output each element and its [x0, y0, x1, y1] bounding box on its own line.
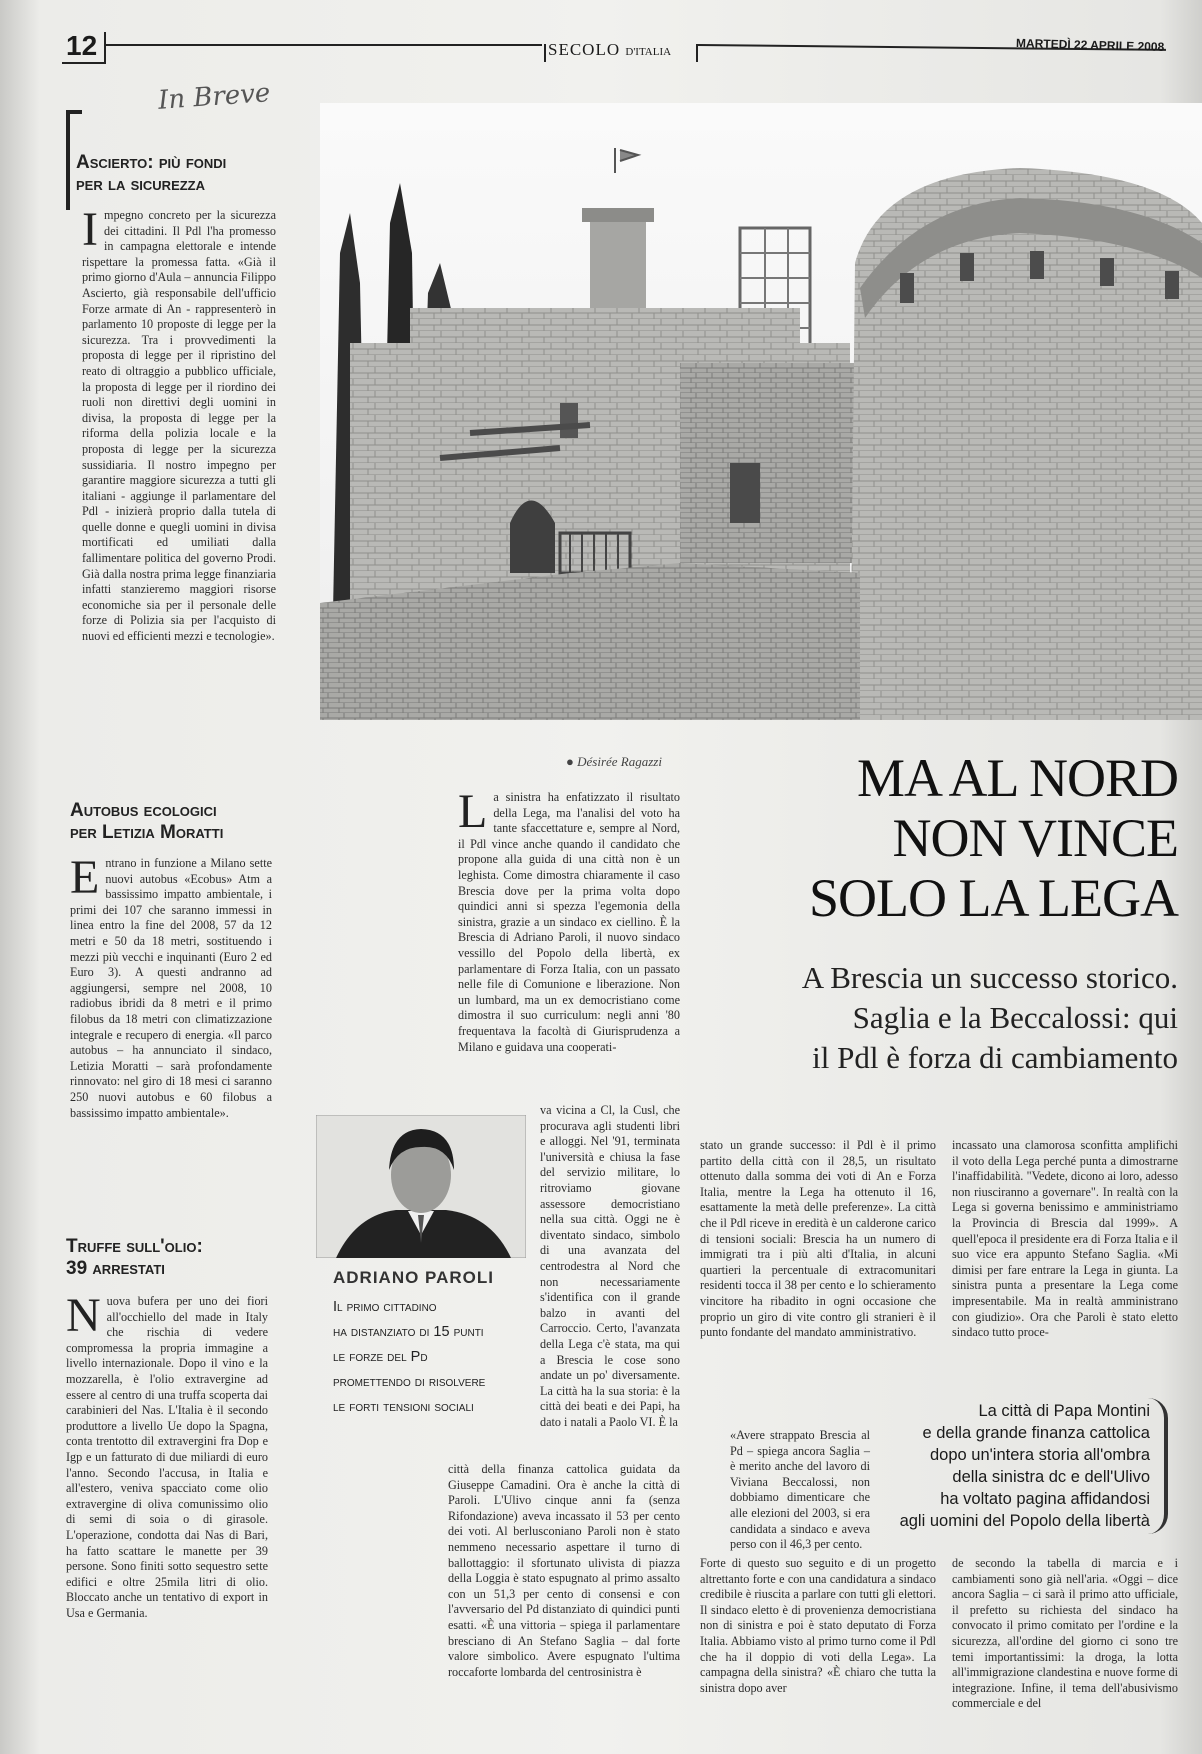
- pull-quote-line: della sinistra dc e dell'Ulivo: [952, 1468, 1150, 1486]
- article-col3-top: incassato una clamorosa sconfitta amplifichi il voto della Lega perché punta a dimostrarne l'inaffidabilità. "Vedete, dicono ai loro, adesso non riusciranno a governare". In realtà con la Lega si governa benissimo e amministriamo la Provincia di Brescia dal 1999». A quell'epoca il presidente era di Forza Italia e il suo vice era appunto Stefano Saglia. «Mi dimisi per fare entrare la Lega in giunta. La sinistra punta a presentare la Lega come impresentabile. Ma in realtà amministrano con giudizio». Ora che Paroli è stato eletto sindaco tutto proce-: [952, 1138, 1178, 1340]
- brief-title-line: per la sicurezza: [76, 174, 206, 195]
- portrait-name: ADRIANO PAROLI: [333, 1268, 495, 1287]
- brief-text: ntrano in funzione a Milano sette nuovi autobus «Ecobus» Atm a bassissimo impatto ambientale, i primi dei 107 che saranno immessi in linea entro la fine del 2008, 57 da 12 metri e 50 da 18 metri, sostituendo i mezzi più vecchi e inquinanti (Euro 2 ed Euro 3). A questi andranno ad aggiungersi, sempre nel 2008, 10 radiobus ibridi da 8 metri e il primo filobus da 18 metri con climatizzazione integrale e recupero di energia. «Il parco autobus – ha annunciato il sindaco, Letizia Moratti – sarà profondamente rinnovato: nel giro di 18 mesi ci saranno 250 nuovi autobus e 60 filobus a bassissimo impatto ambientale».: [70, 856, 272, 1120]
- dropcap: E: [70, 851, 100, 904]
- issue-date: MARTEDÌ 22 APRILE 2008: [1015, 36, 1165, 54]
- brief-title: [76, 152, 276, 196]
- brief-title-line: Autobus ecologici: [70, 800, 217, 821]
- header-rule-left: [62, 62, 106, 64]
- pull-quote-line: La città di Papa Montini: [978, 1402, 1150, 1420]
- dropcap: N: [66, 1289, 101, 1342]
- brief-text: mpegno concreto per la sicurezza dei cittadini. Il Pdl l'ha promesso in campagna elettorale e intende rispettare la promessa fatta. «Già il primo giorno d'Aula – annuncia Filippo Ascierto, già responsabile dell'ufficio Forze armate di An - rappresenterò in parlamento 10 proposte di legge per la sicurezza. Tra i provvedimenti la proposta di legge per il ripristino del reato di oltraggio a pubblico ufficiale, la proposta di legge per il riordino dei ruoli non direttivi degli uomini in divisa, la proposta di legge per la riforma della polizia locale e la proposta di legge per la sicurezza sussidiaria. Il nostro impegno per garantire maggiore sicurezza a tutti gli italiani - aggiunge il parlamentare del Pdl - inizierà proprio dalla tutela di quelle donne e quegli uomini in divisa mortificati ed umiliati dalla fallimentare politica del governo Prodi. Già dalla nostra prima legge finanziaria infatti stanzieremo maggiori risorse economiche sia per il personale delle forze di Polizia sia per l'acquisto di nuovi ed efficienti mezzi e tecnologie».: [82, 208, 276, 644]
- brief-text: uova bufera per uno dei fiori all'occhiello del made in Italy che rischia di vedere compromessa la propria immagine a livello internazionale. Dopo il vino e la mozzarella, è l'olio extravergine ad essere al centro di una truffa scoperta dai carabinieri del Nas. L'Italia è il secondo produttore a livello Ue dopo la Spagna, conta trentotto dil extravergini fra Dop e Igp e un fatturato di due miliardi di euro l'anno. Secondo l'accusa, in Italia e all'estero, veniva spacciato come olio extravergine di oliva comunissimo olio di semi di soia o di girasole. L'operazione, condotta dai Nas di Bari, ha fatto scattare le manette per 39 persone. Sono finiti sotto sequestro sette edifici e oltre 25mila litri di olio. Bloccato anche un tentativo di export in Usa e Germania.: [66, 1294, 268, 1620]
- dropcap: I: [82, 203, 98, 256]
- watch-tower-top: [582, 208, 654, 222]
- byline-author: Désirée Ragazzi: [577, 754, 662, 769]
- article-col1-top: [458, 785, 680, 1055]
- masthead: [548, 40, 671, 60]
- header-divider: [104, 32, 106, 64]
- upper-wall: [410, 308, 800, 368]
- section-label: In Breve: [157, 78, 272, 116]
- brief-title-line: Truffe sull'olio:: [66, 1236, 203, 1257]
- portrait-caption: [333, 1295, 543, 1420]
- brief-body: [82, 203, 276, 645]
- castle-photo: [320, 103, 1202, 720]
- pull-quote-line: ha voltato pagina affidandosi: [940, 1490, 1150, 1508]
- headline-line: NON VINCE: [892, 808, 1178, 868]
- pull-quote-bracket: [1148, 1398, 1168, 1534]
- subhead-line: Saglia e la Beccalossi: qui: [852, 1000, 1178, 1035]
- header-divider: [544, 44, 546, 62]
- pull-quote-line: e della grande finanza cattolica: [922, 1424, 1150, 1442]
- brief-title-line: Ascierto: più fondi: [76, 152, 227, 173]
- masthead-small: D'ITALIA: [625, 46, 672, 58]
- article-col1-narrow: va vicina a Cl, la Cusl, che procurava agli studenti libri e alloggi. Nel '91, terminata l'università e chiusa la fase del servizio militare, lo ritroviamo giovane assessore democristiano nella sua città. Oggi ne è diventato sindaco, simbolo di una avanzata del centrodestra al Nord che non necessariamente s'identifica con il grande balzo in avanti del Carroccio. Certo, l'avanzata della Lega c'è stata, ma qui a Brescia le cose sono andate un po' diversamente. La città ha la sua storia: è la città dei beati e dei Papi, ha dato i natali a Paolo VI. È la: [540, 1103, 680, 1429]
- tower-slit: [1165, 271, 1179, 299]
- brief-title: [66, 1236, 268, 1280]
- article-col2-narrow: «Avere strappato Brescia al Pd – spiega ancora Saglia – è merito anche del lavoro di Viviana Beccalossi, non dobbiamo dimenticare che alle elezioni del 2003, si era candidata a sindaco e aveva perso con il 46,3 per cento.: [730, 1428, 870, 1552]
- caption-line: le forti tensioni sociali: [333, 1399, 474, 1415]
- brief-autobus: [70, 800, 272, 1121]
- pull-quote: [860, 1400, 1150, 1532]
- caption-line: ha distanziato di 15 punti: [333, 1324, 484, 1340]
- tower-slit: [900, 273, 914, 303]
- brief-body: [66, 1289, 268, 1621]
- header-rule: [106, 44, 542, 46]
- headline-line: MA AL NORD: [856, 748, 1178, 808]
- article-col3-bottom: de secondo la tabella di marcia e i cambiamenti sono già nell'aria. «Oggi – dice ancora Saglia – ci sarà il primo atto ufficiale, il prefetto su richiesta del sindaco ha convocato il primo comitato per l'ordine e la sicurezza, all'ordine del giorno ci sono tre temi importantissimi: la droga, la lotta all'immigrazione clandestina e nuove forme di integrazione. Infine, il tema dell'abusivismo commerciale e del: [952, 1556, 1178, 1711]
- brief-olio: [66, 1236, 268, 1621]
- tower-slit: [1100, 258, 1114, 286]
- article-col2-top: stato un grande successo: il Pdl è il primo partito della città con il 28,5, un risultato ottenuto dalla somma dei voti di An e Forza Italia, mentre la Lega ha ottenuto il 16, esattamente la metà delle preferenze». La città che il Pdl riceve in eredità è un calderone carico di tensioni sociali: Brescia ha un numero di immigrati tra i più alti d'Italia, in alcuni quartieri la percentuale di extracomunitari residenti tocca il 38 per cento e lo schieramento vincitore ha ribadito in ogni occasione che proprio un giro di vite contro gli stranieri è il punto fondante del mandato amministrativo.: [700, 1138, 936, 1340]
- brief-title-line: 39 arrestati: [66, 1258, 165, 1279]
- window: [730, 463, 760, 523]
- caption-line: Il primo cittadino: [333, 1299, 437, 1315]
- subheadline: [700, 958, 1178, 1078]
- caption-line: le forze del Pd: [333, 1349, 428, 1365]
- header-divider: [696, 44, 698, 62]
- article-col1-bottom: città della finanza cattolica guidata da Giuseppe Camadini. Ora è anche la città di Paroli. L'Ulivo cinque anni fa (senza Rifondazione) aveva incassato il 53 per cento dei voti. Al berlusconiano Paroli non è stato nemmeno necessario aspettare il turno di ballottaggio: il sfortunato ulivista di piazza della Loggia è stato espugnato al primo assalto con un 51,3 per cento di consensi e con l'avversario del Pd distanziato di quindici punti esatti. «È una vittoria – spiega il parlamentare bresciano di An Stefano Saglia – dal forte valore simbolico. Avere espugnato l'ultima roccaforte lombarda del centrosinistra è: [448, 1462, 680, 1679]
- pull-quote-line: agli uomini del Popolo della libertà: [899, 1512, 1150, 1530]
- tower-slit: [960, 253, 974, 281]
- subhead-line: A Brescia un successo storico.: [801, 960, 1178, 995]
- headline-line: SOLO LA LEGA: [809, 868, 1178, 928]
- pull-quote-line: dopo un'intera storia all'ombra: [929, 1446, 1150, 1464]
- page-number: 12: [66, 30, 98, 61]
- caption-line: promettendo di risolvere: [333, 1374, 486, 1390]
- brief-ascierto: [76, 152, 276, 645]
- byline: ● Désirée Ragazzi: [566, 754, 662, 769]
- portrait-photo: [316, 1115, 526, 1258]
- brief-title: [70, 800, 272, 844]
- article-col2-bottom: Forte di questo suo seguito e di un progetto altrettanto forte e con una candidatura a sindaco credibile è riuscita a parlare con tutti gli elettori. Il sindaco eletto è di provenienza democristiana non di sinistra e poi è stato deputato di Forza Italia. Abbiamo visto al primo turno come il Pdl che ha il doppio di voti della Lega». La campagna della sinistra? «È chiaro che tutta la sinistra dopo aver: [700, 1556, 936, 1695]
- dropcap: L: [458, 785, 488, 838]
- headline: [700, 748, 1178, 928]
- brief-title-line: per Letizia Moratti: [70, 822, 224, 843]
- tower-slit: [1030, 251, 1044, 279]
- masthead-main: SECOLO: [548, 40, 621, 59]
- gate-block: [680, 363, 880, 563]
- subhead-line: il Pdl è forza di cambiamento: [812, 1040, 1178, 1075]
- window: [560, 403, 578, 438]
- article-text: a sinistra ha enfatizzato il risultato della Lega, ma l'analisi del voto ha tante sfaccettature e, sempre al Nord, il Pdl vince anche quando il candidato che propone alla guida di una città non è un leghista. Come dimostra chiaramente il caso Brescia dove per la prima volta dopo quindici anni si spezza l'egemonia della sinistra, grazie a un sindaco ex ciellino. È la Brescia di Adriano Paroli, il nuovo sindaco vessillo del Popolo della libertà, ex parlamentare di Forza Italia, con un passato nelle file di Comunione e liberazione. Non un lumbard, ma un ex democristiano come dimostra il suo curriculum: negli anni '80 frequentava la facoltà di Giurisprudenza a Milano e guidava una cooperati-: [458, 790, 680, 1054]
- brief-body: [70, 851, 272, 1121]
